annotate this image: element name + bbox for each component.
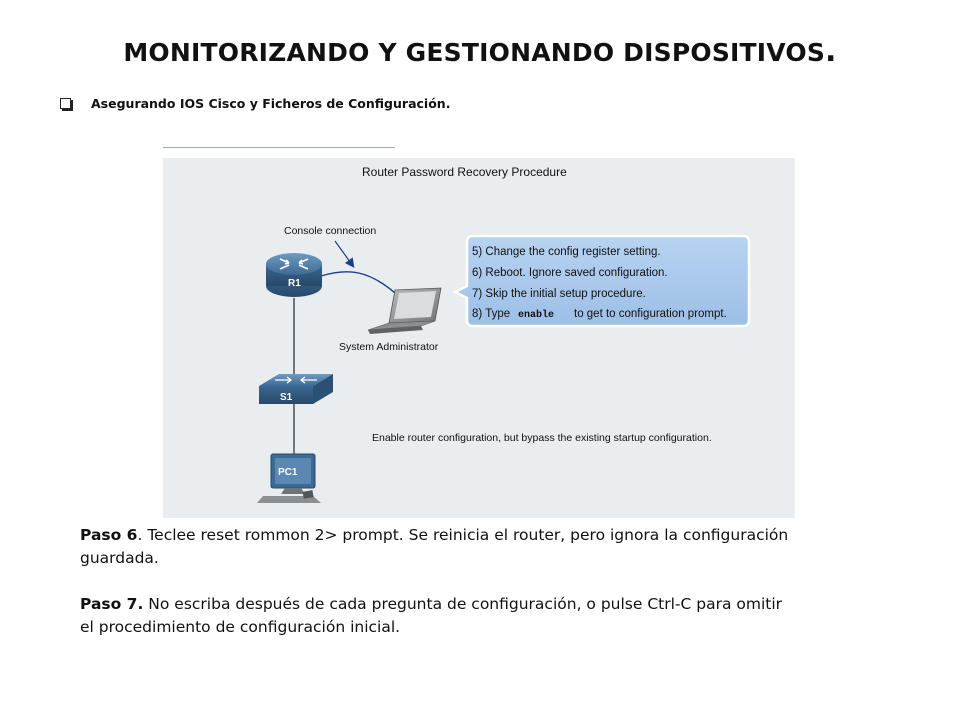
divider <box>163 147 395 148</box>
step-6-text: . Teclee reset rommon 2> prompt. Se reinicia el router, pero ignora la configuración guardada. <box>80 526 789 567</box>
step-7-label: Paso 7. <box>80 595 144 613</box>
paragraph-step-7 <box>80 593 800 639</box>
square-bullet-icon <box>60 98 71 109</box>
diagram-heading: Router Password Recovery Procedure <box>362 165 567 179</box>
network-diagram <box>163 158 795 518</box>
console-arrow <box>335 241 353 266</box>
slide-title-period: . <box>825 34 837 69</box>
callout-line-4-suffix: to get to configuration prompt. <box>574 308 727 320</box>
step-6-label: Paso 6 <box>80 526 138 544</box>
laptop-icon <box>368 288 441 334</box>
router-icon <box>266 253 322 297</box>
step-7-text: No escriba después de cada pregunta de configuración, o pulse Ctrl-C para omitir el procedimiento de configuración inicial. <box>80 595 783 636</box>
instruction-callout <box>455 236 749 326</box>
callout-line-4-prefix: 8) Type <box>472 308 511 320</box>
admin-label: System Administrator <box>339 341 439 353</box>
bullet-text: Asegurando IOS Cisco y Ficheros de Configuración. <box>91 96 451 111</box>
pc-label: PC1 <box>278 467 298 478</box>
bullet-item <box>60 96 450 111</box>
pc-icon <box>257 454 321 503</box>
switch-icon <box>259 374 333 404</box>
console-cable <box>321 272 395 293</box>
callout-line-4-code: enable <box>518 310 555 321</box>
console-label: Console connection <box>284 225 377 237</box>
callout-line-1: 5) Change the config register setting. <box>472 246 661 258</box>
callout-line-2: 6) Reboot. Ignore saved configuration. <box>472 267 668 279</box>
slide-title-text: MONITORIZANDO Y GESTIONANDO DISPOSITIVOS <box>123 38 826 67</box>
diagram-caption: Enable router configuration, but bypass the existing startup configuration. <box>372 432 712 444</box>
router-label: R1 <box>288 278 301 289</box>
paragraph-step-6 <box>80 524 800 570</box>
slide-title <box>0 34 960 69</box>
diagram-canvas <box>163 158 795 518</box>
switch-label: S1 <box>280 392 293 403</box>
callout-line-3: 7) Skip the initial setup procedure. <box>472 288 646 300</box>
